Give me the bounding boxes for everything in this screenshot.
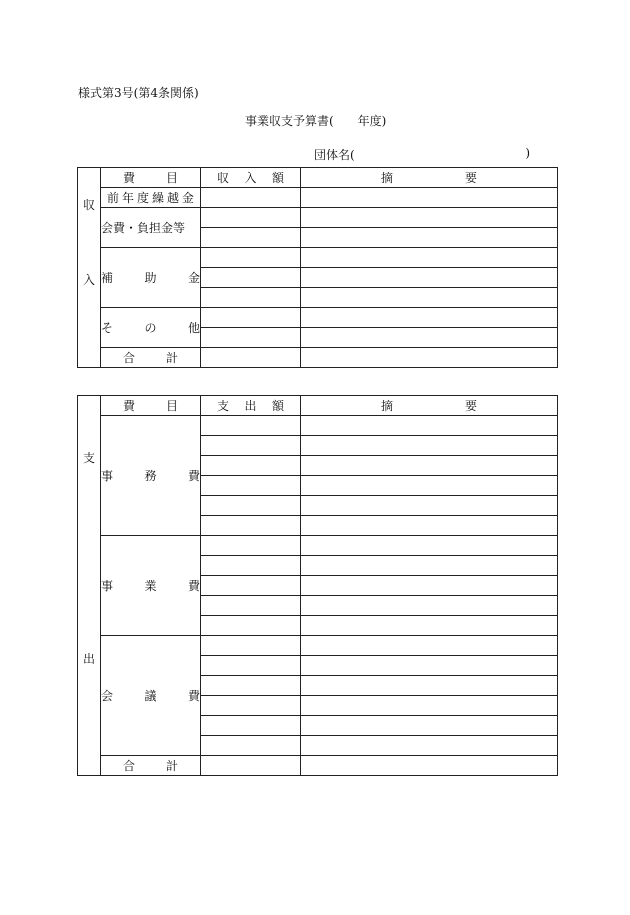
- amount-cell[interactable]: [201, 616, 301, 636]
- income-total-label: 合 計: [101, 348, 201, 368]
- remarks-cell[interactable]: [301, 208, 558, 228]
- remarks-cell[interactable]: [301, 516, 558, 536]
- remarks-cell[interactable]: [301, 308, 558, 328]
- income-side-label: [78, 168, 101, 368]
- amount-cell[interactable]: [201, 576, 301, 596]
- expense-header-remarks: 摘 要: [301, 396, 558, 416]
- amount-cell[interactable]: [201, 188, 301, 208]
- remarks-cell[interactable]: [301, 188, 558, 208]
- amount-cell[interactable]: [201, 556, 301, 576]
- amount-cell[interactable]: [201, 496, 301, 516]
- amount-cell[interactable]: [201, 328, 301, 348]
- expense-table: [77, 395, 558, 776]
- form-number-label: 様式第3号(第4条関係): [78, 86, 199, 100]
- expense-total-label: 合 計: [101, 756, 201, 776]
- amount-cell[interactable]: [201, 348, 301, 368]
- amount-cell[interactable]: [201, 676, 301, 696]
- income-header-row: [78, 168, 558, 188]
- remarks-cell[interactable]: [301, 636, 558, 656]
- remarks-cell[interactable]: [301, 596, 558, 616]
- income-side-char: 収: [82, 197, 95, 212]
- table-row: [78, 536, 558, 556]
- organization-name-label: 団体名(: [314, 148, 355, 162]
- amount-cell[interactable]: [201, 288, 301, 308]
- amount-cell[interactable]: [201, 516, 301, 536]
- income-table: [77, 167, 558, 368]
- expense-header-row: [78, 396, 558, 416]
- organization-name-close: ): [525, 146, 530, 160]
- remarks-cell[interactable]: [301, 696, 558, 716]
- amount-cell[interactable]: [201, 656, 301, 676]
- remarks-cell[interactable]: [301, 496, 558, 516]
- remarks-cell[interactable]: [301, 616, 558, 636]
- remarks-cell[interactable]: [301, 736, 558, 756]
- income-header-remarks: 摘 要: [301, 168, 558, 188]
- remarks-cell[interactable]: [301, 436, 558, 456]
- table-row: [78, 636, 558, 656]
- amount-cell[interactable]: [201, 436, 301, 456]
- amount-cell[interactable]: [201, 696, 301, 716]
- amount-cell[interactable]: [201, 416, 301, 436]
- remarks-cell[interactable]: [301, 536, 558, 556]
- expense-item-project: 事 業 費: [101, 536, 201, 636]
- remarks-cell[interactable]: [301, 476, 558, 496]
- expense-header-item: 費 目: [101, 396, 201, 416]
- remarks-cell[interactable]: [301, 416, 558, 436]
- table-row: [78, 188, 558, 208]
- amount-cell[interactable]: [201, 736, 301, 756]
- remarks-cell[interactable]: [301, 676, 558, 696]
- remarks-cell[interactable]: [301, 288, 558, 308]
- amount-cell[interactable]: [201, 636, 301, 656]
- expense-item-meeting: 会 議 費: [101, 636, 201, 756]
- amount-cell[interactable]: [201, 596, 301, 616]
- expense-side-char: 支: [82, 451, 95, 466]
- remarks-cell[interactable]: [301, 716, 558, 736]
- remarks-cell[interactable]: [301, 756, 558, 776]
- amount-cell[interactable]: [201, 308, 301, 328]
- expense-total-row: [78, 756, 558, 776]
- income-header-amount: 収 入 額: [201, 168, 301, 188]
- remarks-cell[interactable]: [301, 248, 558, 268]
- expense-side-label: [78, 396, 101, 776]
- amount-cell[interactable]: [201, 476, 301, 496]
- amount-cell[interactable]: [201, 536, 301, 556]
- amount-cell[interactable]: [201, 456, 301, 476]
- remarks-cell[interactable]: [301, 576, 558, 596]
- document-title: 事業収支予算書( 年度): [245, 114, 387, 128]
- income-side-char: 入: [82, 273, 95, 288]
- remarks-cell[interactable]: [301, 456, 558, 476]
- amount-cell[interactable]: [201, 248, 301, 268]
- amount-cell[interactable]: [201, 756, 301, 776]
- expense-side-char: 出: [82, 651, 95, 666]
- remarks-cell[interactable]: [301, 656, 558, 676]
- expense-item-office: 事 務 費: [101, 416, 201, 536]
- income-total-row: [78, 348, 558, 368]
- remarks-cell[interactable]: [301, 556, 558, 576]
- income-item-carryover: 前 年 度 繰 越 金: [101, 188, 201, 208]
- table-row: [78, 248, 558, 268]
- income-item-other: そ の 他: [101, 308, 201, 348]
- remarks-cell[interactable]: [301, 348, 558, 368]
- remarks-cell[interactable]: [301, 328, 558, 348]
- remarks-cell[interactable]: [301, 228, 558, 248]
- amount-cell[interactable]: [201, 716, 301, 736]
- income-item-fees: 会費・負担金等: [101, 208, 201, 248]
- expense-header-amount: 支 出 額: [201, 396, 301, 416]
- table-row: [78, 416, 558, 436]
- amount-cell[interactable]: [201, 228, 301, 248]
- income-header-item: 費 目: [101, 168, 201, 188]
- amount-cell[interactable]: [201, 208, 301, 228]
- table-row: [78, 308, 558, 328]
- amount-cell[interactable]: [201, 268, 301, 288]
- remarks-cell[interactable]: [301, 268, 558, 288]
- table-row: [78, 208, 558, 228]
- income-item-subsidy: 補 助 金: [101, 248, 201, 308]
- organization-name-line: [314, 146, 530, 163]
